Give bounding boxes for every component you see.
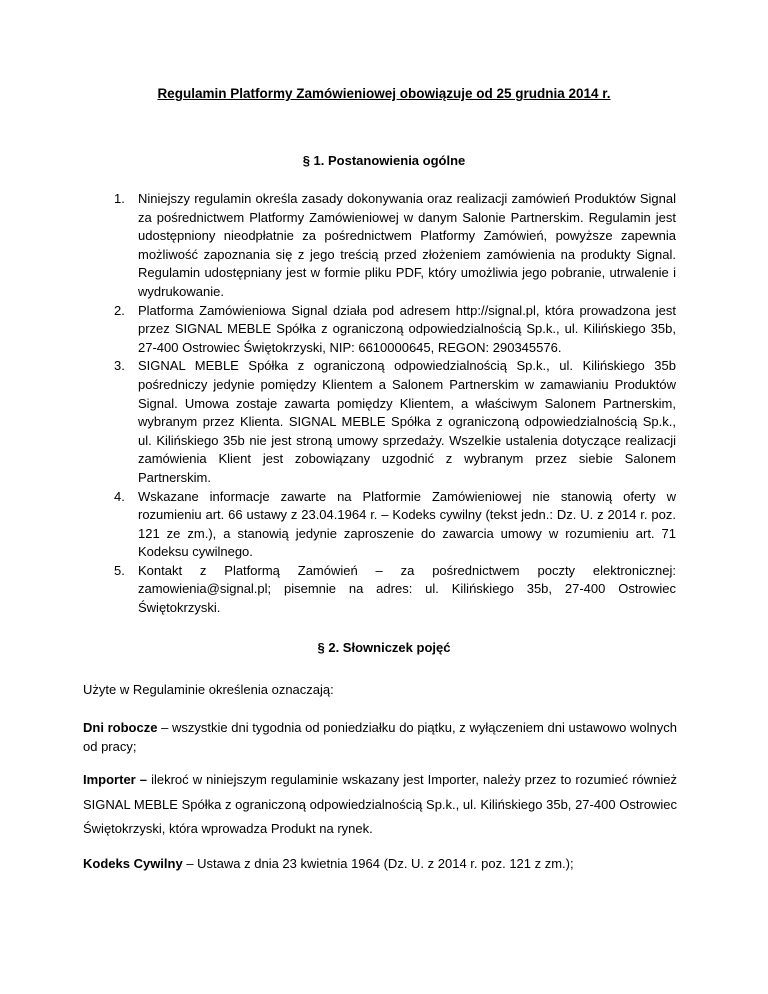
- list-item-text: Wskazane informacje zawarte na Platformie Zamówieniowej nie stanowią oferty w rozumieniu art. 66 ustawy z 23.04.1964 r. – Kodeks cywilny (tekst jedn.: Dz. U. z 2014 r. poz. 121 ze zm.), a stanowią jedynie zaproszenie do zawarcia umowy w rozumieniu art. 71 Kodeksu cywilnego.: [138, 488, 676, 560]
- definition-dni-robocze: [83, 718, 677, 756]
- list-item-text: Niniejszy regulamin określa zasady dokonywania oraz realizacji zamówień Produktów Signal za pośrednictwem Platformy Zamówieniowej w danym Salonie Partnerskim. Regulamin jest udostępniony nieodpłatnie za pośrednictwem Platformy Zamówień, powyższe zapewnia możliwość zapoznania się z jego treścią przed złożeniem zamówienia na produkty Signal. Regulamin udostępniany jest w formie pliku PDF, który umożliwia jego pobranie, utrwalenie i wydrukowanie.: [138, 191, 676, 299]
- list-item: [114, 302, 676, 358]
- definition-term: Importer –: [83, 772, 148, 787]
- list-item: [114, 357, 676, 487]
- definition-kodeks-cywilny: [83, 854, 677, 873]
- list-item-number: 3.: [114, 358, 125, 374]
- list-item-number: 1.: [114, 191, 125, 206]
- definition-text: – Ustawa z dnia 23 kwietnia 1964 (Dz. U. z 2014 r. poz. 121 z zm.);: [182, 856, 574, 871]
- definition-term: Dni robocze: [83, 720, 158, 735]
- definition-importer: [83, 768, 677, 842]
- list-item-number: 5.: [114, 562, 125, 578]
- list-item-text: Platforma Zamówieniowa Signal działa pod adresem http://signal.pl, która prowadzona jest przez SIGNAL MEBLE Spółka z ograniczoną odpowiedzialnością Sp.k., ul. Kilińskiego 35b, 27-400 Ostrowiec Świętokrzyski, NIP: 6610000645, REGON: 290345576.: [138, 302, 676, 355]
- list-item-text: SIGNAL MEBLE Spółka z ograniczoną odpowiedzialnością Sp.k., ul. Kilińskiego 35b pośredniczy jedynie pomiędzy Klientem a Salonem Partnerskim w zamawianiu Produktów Signal. Umowa zostaje zawarta pomiędzy Klientem, a właściwym Salonem Partnerskim, wybranym przez Klienta. SIGNAL MEBLE Spółka z ograniczoną odpowiedzialnością Sp.k., ul. Kilińskiego 35b nie jest stroną umowy sprzedaży. Wszelkie ustalenia dotyczące realizacji zamówienia Klient jest zobowiązany uzgodnić z wybranym przez siebie Salonem Partnerskim.: [138, 358, 676, 485]
- definition-text: – wszystkie dni tygodnia od poniedziałku do piątku, z wyłączeniem dni ustawowo wolnych od pracy;: [83, 720, 677, 754]
- list-item-number: 2.: [114, 302, 125, 318]
- document-title: Regulamin Platformy Zamówieniowej obowiązuje od 25 grudnia 2014 r.: [157, 86, 611, 101]
- list-item: [114, 562, 676, 618]
- list-item: [114, 190, 676, 302]
- list-item-text: Kontakt z Platformą Zamówień – za pośrednictwem poczty elektronicznej: zamowienia@signal.pl; pisemnie na adres: ul. Kilińskiego 35b, 27-400 Ostrowiec Świętokrzyski.: [138, 562, 676, 616]
- section-1-heading: § 1. Postanowienia ogólne: [302, 153, 466, 168]
- section-1-list: [114, 190, 676, 618]
- list-item-number: 4.: [114, 488, 125, 504]
- definition-text: ilekroć w niniejszym regulaminie wskazany jest Importer, należy przez to rozumieć również SIGNAL MEBLE Spółka z ograniczoną odpowiedzialnością Sp.k., ul. Kilińskiego 35b, 27-400 Ostrowiec Świętokrzyski, która wprowadza Produkt na rynek.: [83, 772, 677, 836]
- section-2-intro: Użyte w Regulaminie określenia oznaczają:: [83, 682, 334, 697]
- definition-term: Kodeks Cywilny: [83, 856, 183, 871]
- section-2-heading: § 2. Słowniczek pojęć: [317, 640, 451, 655]
- list-item: [114, 488, 676, 562]
